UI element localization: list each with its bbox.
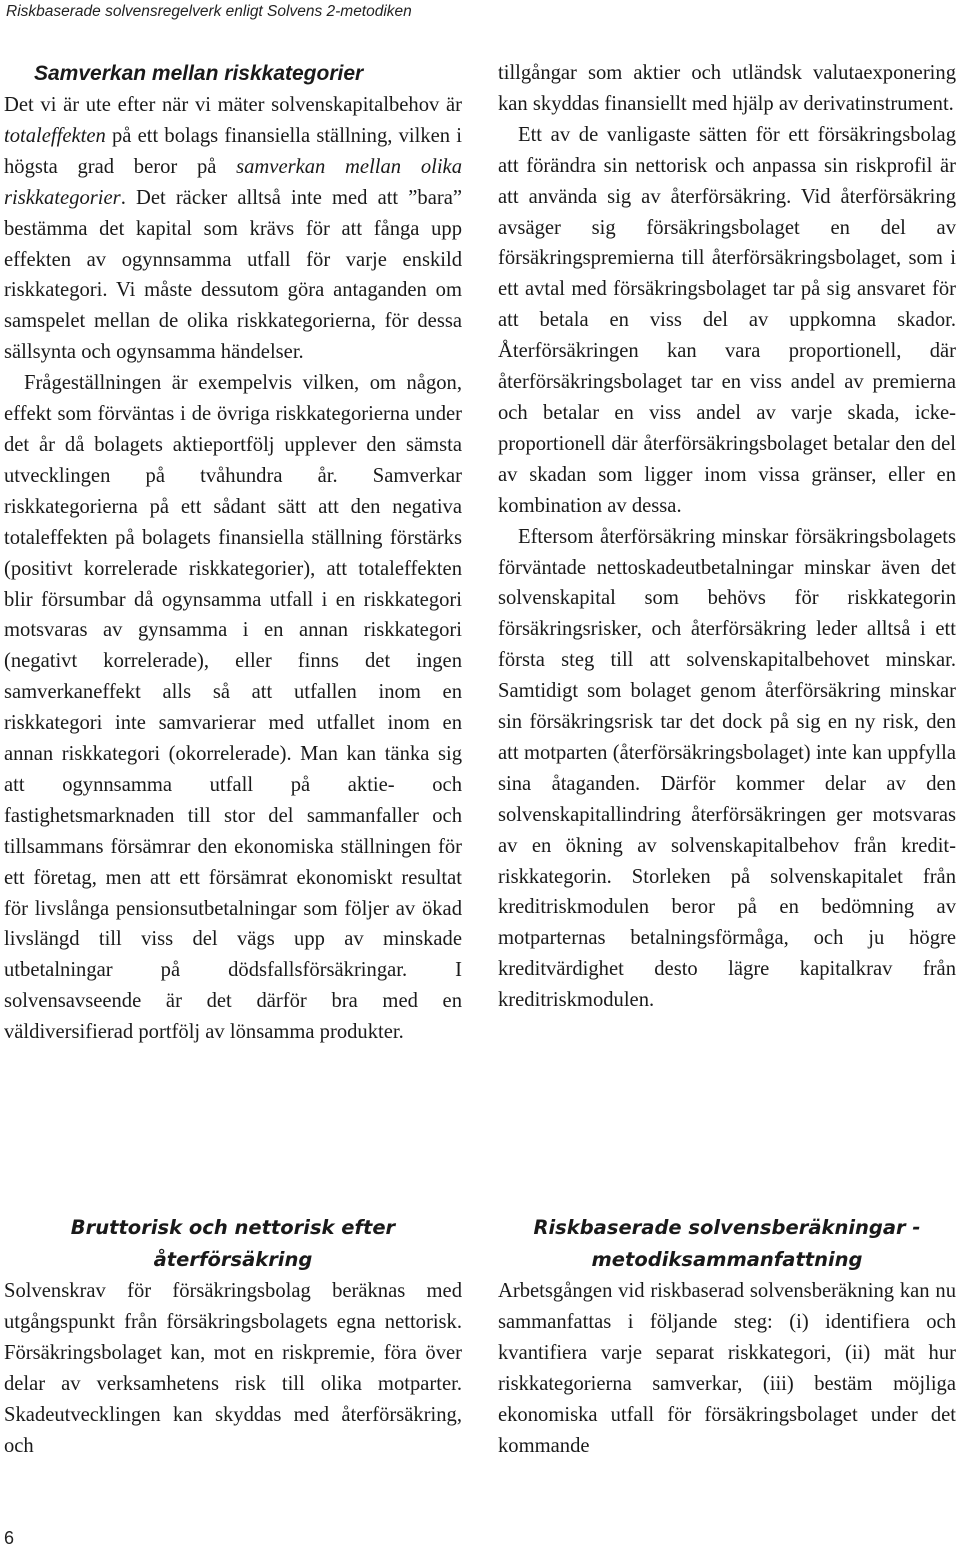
section-heading-metod: Riskbaserade solvensberäkningar - metodiksammanfattning	[533, 1216, 921, 1271]
running-header: Riskbaserade solvensregelverk enligt Solvens 2-metodiken	[6, 3, 412, 20]
paragraph-samverkan-1: Det vi är ute efter när vi mäter solvenskapitalbehov är totaleffekten på ett bolags finansiella ställning, vilken i högsta grad beror på samverkan mellan olika riskkategorier. Det räcker alltså inte med att ”bara” bestämma det kapital som krävs för att fånga upp effekten av ogynnsamma utfall för varje enskild riskkategori. Vi måste dessutom göra antaganden om samspelet mellan de olika riskkategorierna, för dessa sällsynta och ogynsamma händelser.	[4, 94, 462, 364]
paragraph-brutto: Solvenskrav för försäkringsbolag beräknas med utgångspunkt från försäkringsbolagets egna nettorisk. Försäkringsbolaget kan, mot en riskpremie, föra över delar av verksamhetens risk till olika motparter. Skadeutvecklingen kan skyddas med återförsäkring, och	[4, 1280, 462, 1457]
section-heading-brutto: Bruttorisk och nettorisk efter återförsäkring	[70, 1216, 396, 1271]
paragraph-samverkan-2: Frågeställningen är exempelvis vilken, om någon, effekt som förväntas i de övriga riskkategorierna under det år då bolagets aktieportfölj upplever den sämsta utvecklingen på tvåhundra år. Samverkar riskkategorierna på ett sådant sätt att den negativa totaleffekten på bolagets finansiella ställning förstärks (positivt korrelerade riskkategorier), att totaleffekten blir försumbar då ogynsamma utfall i en riskkategori motsvaras av gynsamma i en annan riskkategori (negativt korrelerade), eller finns det ingen samverkaneffekt alls så att utfallen inom en riskkategori inte samvarierar med utfallet inom en annan riskkategori (okorrelerade). Man kan tänka sig att ogynnsamma utfall på aktie- och fastighetsmarknaden till stor del sammanfaller och tillsammans försämrar den ekonomiska ställningen för ett företag, men att ett försämrat ekonomiskt resultat för livslånga pensionsutbetalningar som följer av ökad livslängd till viss del vägs upp av minskade utbetalningar på dödsfallsförsäkringar. I solvensavseende är det därför bra med en väldiversifierad portfölj av lönsamma produkter.	[4, 372, 462, 1044]
section-brutto	[4, 1212, 462, 1461]
left-column	[4, 58, 462, 1048]
section-metod	[498, 1212, 956, 1461]
section-heading-samverkan: Samverkan mellan riskkategorier	[34, 62, 364, 85]
paragraph-right-3: Eftersom återförsäkring minskar försäkringsbolagets förväntade nettoskadeutbetalningar minskar även det solvenskapital som behövs för riskkategorin försäkringsrisker, och återförsäkring leder alltså i ett första steg till att solvenskapitalbehovet minskar. Samtidigt som bolaget genom återförsäkring minskar sin försäkringsrisk tar det dock på sig en ny risk, den att motparten (återförsäkringsbolaget) inte kan uppfylla sina åtaganden. Därför kommer delar av den solvenskapitallindring återförsäkringen ger motsvaras av en ökning av solvenskapitalbehov från kreditriskkategorin. Storleken på solvenskapitalet från kreditriskmodulen beror på en bedömning av motparternas betalningsförmåga, och ju högre kreditvärdighet desto lägre kapitalkrav från kreditriskmodulen.	[498, 525, 956, 1012]
paragraph-right-2: Ett av de vanligaste sätten för ett försäkringsbolag att förändra sin nettorisk och anpassa sin riskprofil är att använda sig av återförsäkring. Vid återförsäkring avsäger sig försäkringsbolaget en del av försäkringspremierna till återförsäkringsbolaget, som i ett avtal med försäkringsbolaget tar på sig ansvaret för att betala en viss del av uppkomna skador. Återförsäkringen kan vara proportionell, där återförsäkringsbolaget tar en viss andel av premierna och betalar en viss andel av varje skada, icke-proportionell där återförsäkringsbolaget betalar den del av skadan som ligger inom vissa gränser, eller en kombination av dessa.	[498, 123, 956, 517]
right-column	[498, 58, 956, 1016]
paragraph-metod: Arbetsgången vid riskbaserad solvensberäkning kan nu sammanfattas i följande steg: (i) identifiera och kvantifiera varje separat riskkategori, (ii) mät hur riskkategorierna samverkar, (iii) bestäm möjliga ekonomiska utfall för försäkringsbolaget under det kommande	[498, 1280, 956, 1457]
paragraph-right-1: tillgångar som aktier och utländsk valutaexponering kan skyddas finansiellt med hjälp av derivatinstrument.	[498, 62, 956, 115]
page-number: 6	[4, 1528, 15, 1548]
